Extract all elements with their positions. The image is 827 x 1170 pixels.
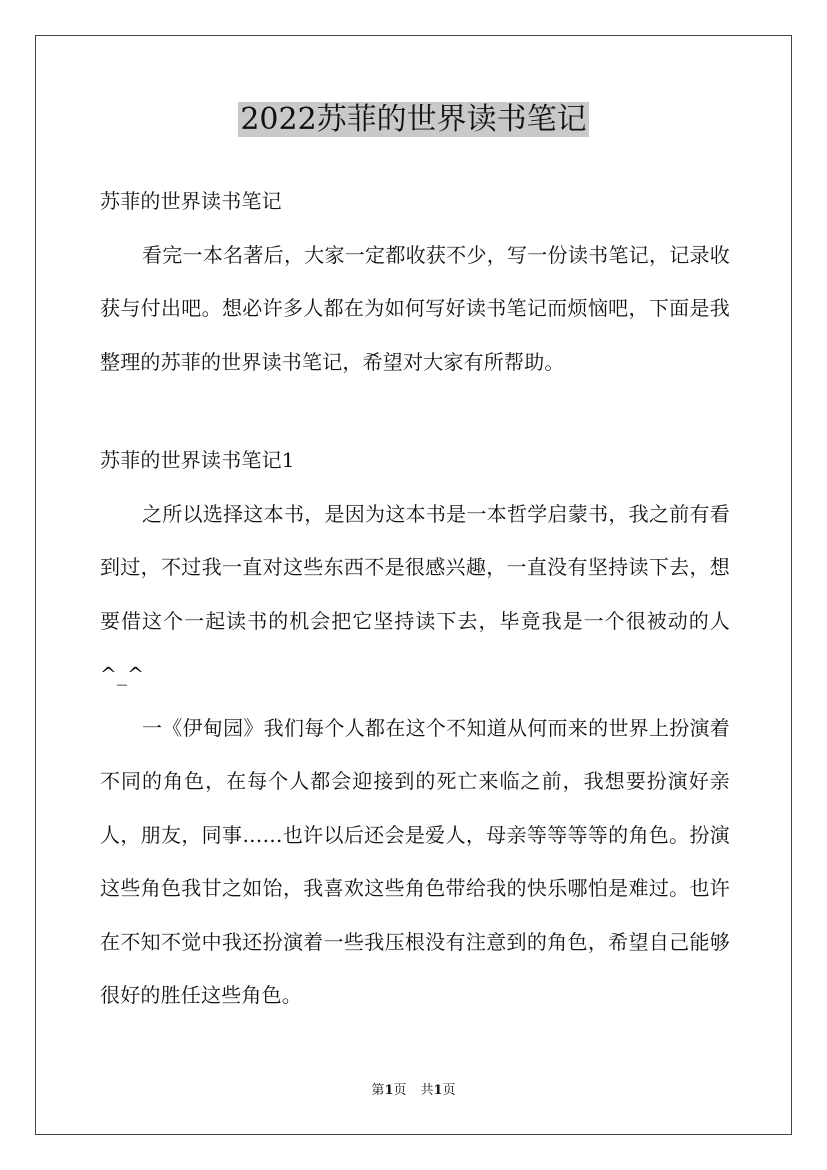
intro-paragraph: 看完一本名著后，大家一定都收获不少，写一份读书笔记，记录收获与付出吧。想必许多人都在为如何写好读书笔记而烦恼吧，下面是我整理的苏菲的世界读书笔记，希望对大家有所帮助。 bbox=[100, 242, 730, 374]
document-title bbox=[0, 100, 827, 140]
page-prefix: 第 bbox=[371, 1083, 385, 1098]
section-gap bbox=[100, 389, 730, 434]
intro-heading: 苏菲的世界读书笔记 bbox=[100, 189, 282, 213]
section1-paragraph-2: 一《伊甸园》我们每个人都在这个不知道从何而来的世界上扮演着不同的角色，在每个人都会迎接到的死亡来临之前，我想要扮演好亲人，朋友，同事……也许以后还会是爱人，母亲等等等等的角色。扮演这些角色我甘之如饴，我喜欢这些角色带给我的快乐哪怕是难过。也许在不知不觉中我还扮演着一些我压根没有注意到的角色，希望自己能够很好的胜任这些角色。 bbox=[100, 715, 730, 1007]
total-prefix: 共 bbox=[420, 1083, 434, 1098]
section1-heading: 苏菲的世界读书笔记1 bbox=[100, 448, 295, 472]
document-body bbox=[100, 175, 730, 1023]
page-footer bbox=[0, 1082, 827, 1100]
document-title-text: 2022苏菲的世界读书笔记 bbox=[240, 102, 587, 137]
section1-paragraph-1: 之所以选择这本书，是因为这本书是一本哲学启蒙书，我之前有看到过，不过我一直对这些东西不是很感兴趣，一直没有坚持读下去，想要借这个一起读书的机会把它坚持读下去，毕竟我是一个很被动的人^_^ bbox=[100, 501, 730, 686]
page-current: 1 bbox=[384, 1083, 394, 1098]
page-suffix: 页 bbox=[393, 1083, 407, 1098]
total-suffix: 页 bbox=[442, 1083, 456, 1098]
page-total: 1 bbox=[433, 1083, 443, 1098]
